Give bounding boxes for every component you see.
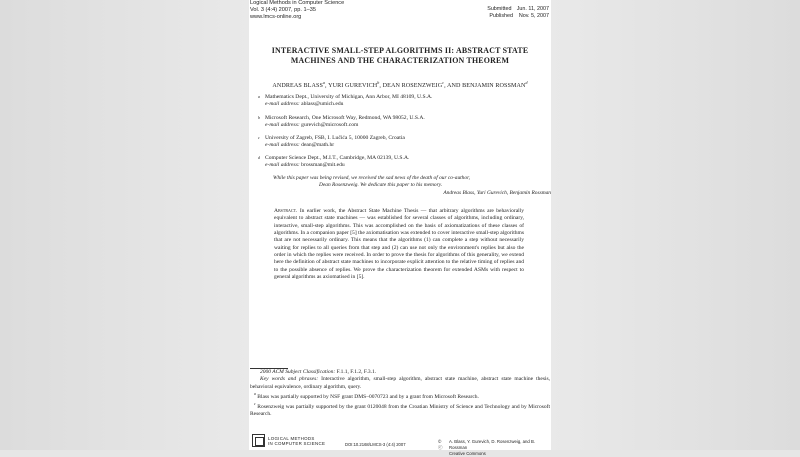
- dedication-line-1: While this paper was being revised, we received the sad news of the death of our co-author,: [273, 175, 470, 181]
- license-name[interactable]: Creative Commons: [449, 451, 486, 456]
- viewer-background-right: [551, 0, 800, 450]
- keywords-label: Key words and phrases:: [260, 376, 319, 383]
- affiliation-mark: b: [258, 115, 260, 120]
- author-rosenzweig: , DEAN ROSENZWEIG: [379, 83, 443, 90]
- affiliation-address: Microsoft Research, One Microsoft Way, Redmond, WA 98052, U.S.A.: [265, 115, 425, 121]
- copyright-icon: ©: [438, 439, 442, 444]
- title-line-2: MACHINES AND THE CHARACTERIZATION THEOREM: [290, 56, 510, 65]
- email-label: e-mail address:: [265, 142, 300, 149]
- affiliation-d: [259, 155, 539, 170]
- license-icons: [438, 439, 443, 451]
- email-address[interactable]: ablass@umich.edu: [301, 101, 344, 108]
- paper-title: [249, 46, 551, 66]
- footnote-blass: Blass was partially supported by NSF grant DMS–0070723 and by a grant from Microsoft Research.: [257, 393, 479, 400]
- abstract-text: In earlier work, the Abstract State Machine Thesis — that arbitrary algorithms are behaviorally equivalent to abstract state machines — was established for several classes of algorithms, including ordinary, interactive, small-step algorithms. This was accomplished on the basis of axiomatizations of these classes of algorithms. In a companion paper [5] the axiomatisation was extended to cover interactive small-step algorithms that are not necessarily ordinary. This means that the algorithms (1) can complete a step without necessarily waiting for replies to all queries from that step and (2) can use not only the environment's replies but also the order in which the replies were received. In order to prove the thesis for algorithms of this generality, we extend here the definition of abstract state machines to incorporate explicit attention to the relative timing of replies and to the possible absence of replies. We prove the characterization theorem for extended ASMs with respect to general algorithms as axiomatised in [5].: [274, 208, 525, 281]
- author-mark-a: a: [322, 80, 326, 85]
- affiliation-address: University of Zagreb, FSB, I. Lučića 5, 10000 Zagreb, Croatia: [265, 135, 405, 141]
- author-blass: ANDREAS BLASS: [272, 83, 323, 90]
- affiliation-c: [259, 135, 539, 150]
- author-mark-d: d: [525, 80, 528, 85]
- dedication: [273, 175, 549, 197]
- doi[interactable]: DOI:10.2168/LMCS-3 (4:4) 2007: [345, 442, 406, 447]
- author-mark-c: c: [442, 80, 445, 85]
- email-address[interactable]: gurevich@microsoft.com: [301, 122, 359, 129]
- email-label: e-mail address:: [265, 101, 300, 108]
- footnote-rosenzweig: Rosenzweig was partially supported by the grant 0120048 from the Croatian Ministry of Science and Technology and by Microsoft Research.: [250, 403, 551, 418]
- journal-name: Logical Methods in Computer Science: [250, 0, 345, 6]
- abstract-heading: Abstract.: [274, 208, 298, 214]
- published-row: [487, 13, 549, 20]
- submitted-date: Jun. 11, 2007: [516, 6, 549, 12]
- dedication-line-2: Dean Rosenzweig. We dedicate this paper to his memory.: [319, 182, 443, 189]
- keywords: Interactive algorithm, small-step algorithm, abstract state machine, abstract state machine thesis, behavioral equivalence, ordinary algorithm, query.: [250, 376, 551, 390]
- published-date: Nov. 5, 2007: [518, 13, 549, 19]
- logo-line-2: IN COMPUTER SCIENCE: [268, 441, 326, 446]
- journal-volume: Vol. 3 (4:4) 2007, pp. 1–35: [250, 7, 316, 14]
- author-mark-b: b: [377, 80, 380, 85]
- published-label: Published: [489, 13, 514, 19]
- creative-commons-icon: ⓒ: [438, 445, 443, 450]
- email-address[interactable]: brossman@mit.edu: [301, 162, 345, 169]
- paper-page: [249, 0, 551, 456]
- dates-block: [487, 6, 549, 20]
- classification: F.1.1, F.1.2, F.3.1.: [336, 369, 377, 375]
- affiliation-address: Mathematics Dept., University of Michigan, Ann Arbor, MI 48109, U.S.A.: [265, 94, 433, 100]
- affiliation-mark: a: [258, 94, 260, 99]
- license-text: [449, 439, 551, 457]
- affiliation-mark: d: [258, 155, 260, 160]
- footnote-mark-a: a: [254, 391, 256, 396]
- title-line-1: INTERACTIVE SMALL-STEP ALGORITHMS II: ABSTRACT STATE: [271, 46, 529, 55]
- email-label: e-mail address:: [265, 122, 300, 129]
- logo-line-1: LOGICAL METHODS: [268, 436, 315, 441]
- author-list: [249, 79, 551, 90]
- affiliation-address: Computer Science Dept., M.I.T., Cambridge, MA 02139, U.S.A.: [265, 155, 410, 161]
- footnote-mark-c: c: [254, 402, 256, 407]
- affiliation-mark: c: [258, 135, 260, 140]
- submitted-label: Submitted: [487, 6, 512, 12]
- email-address[interactable]: dean@math.hr: [301, 142, 335, 149]
- author-rossman: , AND BENJAMIN ROSSMAN: [444, 83, 526, 90]
- copyright-holders: A. Blass, Y. Gurevich, D. Rosenzweig, and B. Rossman: [449, 439, 536, 450]
- affiliation-a: [259, 94, 539, 109]
- viewer-background-left: [0, 0, 249, 450]
- lmcs-logo-text: [268, 436, 325, 446]
- journal-website[interactable]: www.lmcs-online.org: [250, 14, 302, 21]
- author-gurevich: , YURI GUREVICH: [325, 83, 378, 90]
- journal-header: [250, 0, 344, 22]
- affiliation-b: [259, 115, 539, 130]
- email-label: e-mail address:: [265, 162, 300, 169]
- page-footer: [249, 434, 551, 456]
- dedication-signature: Andreas Blass, Yuri Gurevich, Benjamin Rossman: [443, 189, 551, 196]
- abstract: [274, 208, 524, 281]
- footnotes: [250, 369, 550, 418]
- lmcs-logo-icon: [252, 434, 265, 447]
- submitted-row: [487, 6, 549, 13]
- classification-label: 2000 ACM Subject Classification:: [260, 369, 336, 375]
